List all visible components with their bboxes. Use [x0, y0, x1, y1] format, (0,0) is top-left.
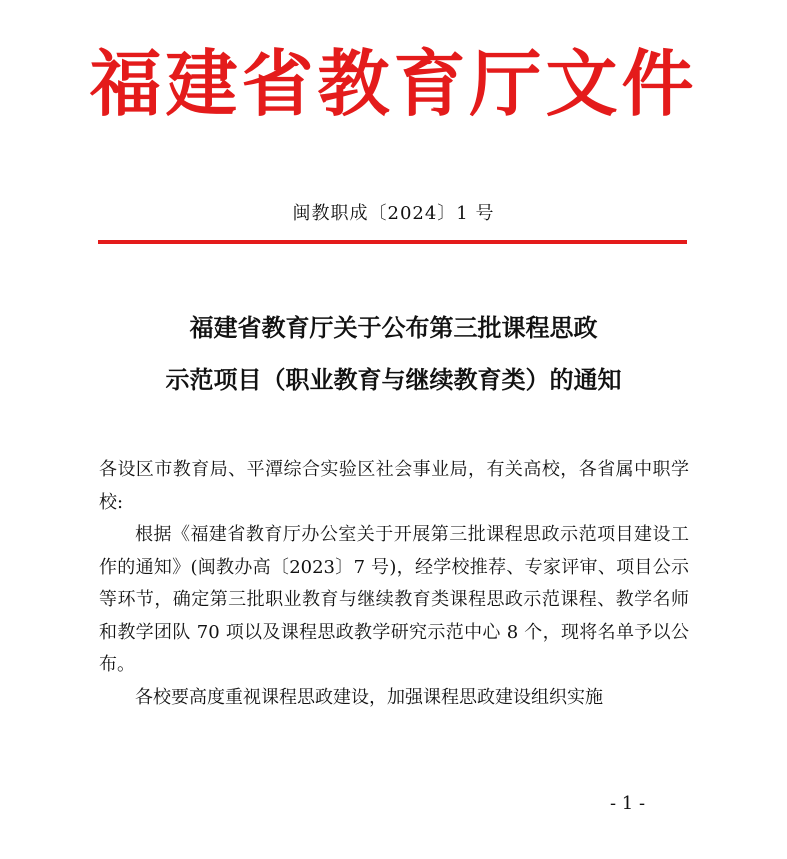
masthead: 福建省教育厅文件 — [89, 41, 698, 126]
title-line-1: 福建省教育厅关于公布第三批课程思政 — [189, 314, 598, 342]
red-divider — [98, 240, 687, 244]
body-paragraph: 各校要高度重视课程思政建设，加强课程思政建设组织实施 — [135, 686, 603, 708]
document-number: 闽教职成〔2024〕1 号 — [292, 203, 495, 224]
body-paragraph: 根据《福建省教育厅办公室关于开展第三批课程思政示范项目建设工作的通知》(闽教办高〔2023〕7 号)，经学校推荐、专家评审、项目公示等环节，确定第三批职业教育与继续教育类课程思政示范课程、教学名师和教学团队 70 项以及课程思政教学研究示范中心 8 个，现将名单予以公布。 — [99, 524, 689, 675]
salutation: 各设区市教育局、平潭综合实验区社会事业局，有关高校，各省属中职学校: — [99, 459, 689, 513]
notice-body — [99, 454, 689, 714]
notice-title — [0, 302, 787, 406]
page-number: - 1 - — [610, 793, 646, 814]
title-line-2: 示范项目（职业教育与继续教育类）的通知 — [165, 366, 622, 394]
